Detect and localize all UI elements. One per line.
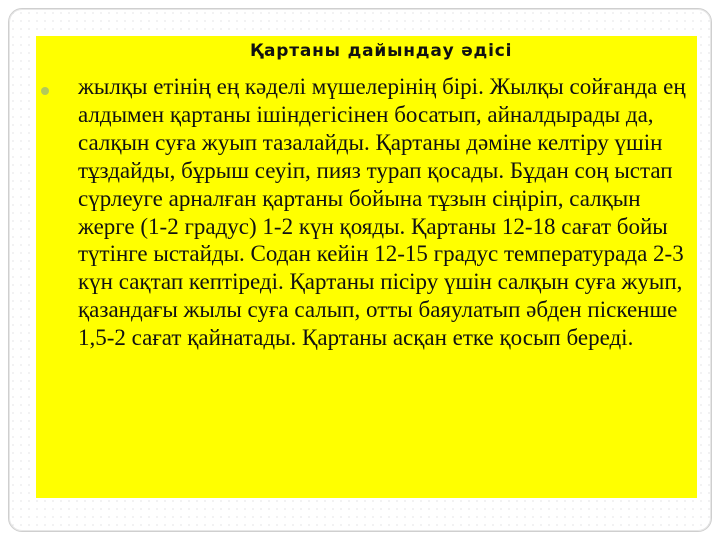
slide-title: Қартаны дайындау әдісі [250, 41, 513, 61]
slide-body-text: жылқы етінің ең кәделі мүшелерінің бірі. Жылқы сойғанда ең алдымен қартаны ішіндегісінен босатып, айналдырады да, салқын суға жуып тазалайды. Қартаны дәміне келтіру үшін тұздайды, бұрыш сеуіп, пияз турап қосады. Бұдан соң ыстап сүрлеуге арналған қартаны бойына тұзын сіңіріп, салқын жерге (1-2 градус) 1-2 күн қояды. Қартаны 12-18 сағат бойы түтінге ыстайды. Содан кейін 12-15 градус температурада 2-3 күн сақтап кептіреді. Қартаны пісіру үшін салқын суға жуып, қазандағы жылы суға салып, отты баяулатып әбден піскенше 1,5-2 сағат қайнатады. Қартаны асқан етке қосып береді. [78, 74, 686, 351]
slide-content [36, 36, 697, 498]
bullet-icon [41, 87, 49, 95]
